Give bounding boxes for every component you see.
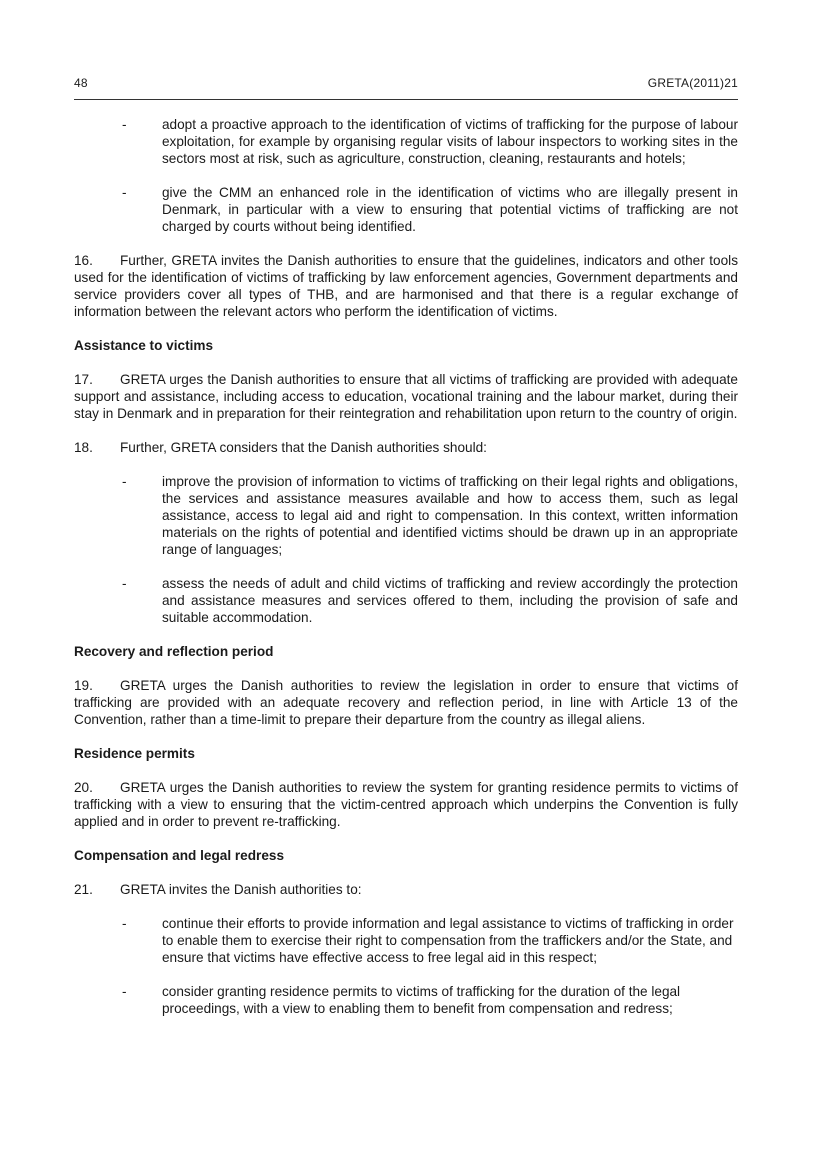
list-item-text: improve the provision of information to victims of trafficking on their legal rights and obligations, the services and assistance measures available and how to access them, such as legal assistance, access to legal aid and right to compensation. In this context, written information materials on the rights of potential and identified victims should be drawn up in an appropriate range of languages;: [162, 474, 738, 557]
section-heading-residence: Residence permits: [74, 746, 195, 761]
section-heading-recovery: Recovery and reflection period: [74, 644, 274, 659]
section-heading-assistance: Assistance to victims: [74, 338, 214, 353]
bullet-dash: -: [122, 576, 127, 591]
paragraph-number: 16.: [74, 253, 93, 268]
paragraph-text: Further, GRETA considers that the Danish authorities should:: [120, 440, 487, 455]
paragraph-19: [74, 677, 738, 728]
list-item: [74, 983, 738, 1017]
paragraph-number: 20.: [74, 780, 93, 795]
bullet-dash: -: [122, 117, 127, 132]
bullet-dash: -: [122, 185, 127, 200]
list-item-text: adopt a proactive approach to the identification of victims of trafficking for the purpose of labour exploitation, for example by organising regular visits of labour inspectors to working sites in the sectors most at risk, such as agriculture, construction, cleaning, restaurants and hotels;: [162, 117, 738, 166]
list-item-text: consider granting residence permits to victims of trafficking for the duration of the legal proceedings, with a view to enabling them to benefit from compensation and redress;: [162, 984, 681, 1016]
list-item: [74, 184, 738, 235]
document-body: [74, 116, 738, 1034]
paragraph-text: Further, GRETA invites the Danish authorities to ensure that the guidelines, indicators and other tools used for the identification of victims of trafficking by law enforcement agencies, Government departments and service providers cover all types of THB, and are harmonised and that there is a regular exchange of information between the relevant actors who perform the identification of victims.: [74, 253, 738, 319]
list-item: [74, 473, 738, 558]
section-heading-compensation: Compensation and legal redress: [74, 848, 285, 863]
list-item: [74, 116, 738, 167]
paragraph-number: 21.: [74, 882, 93, 897]
document-code: GRETA(2011)21: [647, 76, 738, 90]
list-item: [74, 915, 738, 966]
page-header: [74, 75, 738, 95]
bullet-dash: -: [122, 984, 127, 999]
paragraph-16: [74, 252, 738, 320]
paragraph-text: GRETA invites the Danish authorities to:: [120, 882, 362, 897]
paragraph-21: [74, 881, 738, 898]
bullet-dash: -: [122, 474, 127, 489]
list-item-text: assess the needs of adult and child victims of trafficking and review accordingly the protection and assistance measures and services offered to them, including the provision of safe and suitable accommodation.: [162, 576, 738, 625]
paragraph-18: [74, 439, 738, 456]
list-item-text: continue their efforts to provide information and legal assistance to victims of trafficking in order to enable them to exercise their right to compensation from the traffickers and/or the State, and ensure that victims have effective access to free legal aid in this respect;: [162, 916, 734, 965]
list-item: [74, 575, 738, 626]
header-rule: [74, 99, 738, 100]
paragraph-number: 17.: [74, 372, 93, 387]
paragraph-text: GRETA urges the Danish authorities to review the system for granting residence permits to victims of trafficking with a view to ensuring that the victim-centred approach which underpins the Convention is fully applied and in order to prevent re-trafficking.: [74, 780, 738, 829]
paragraph-number: 19.: [74, 678, 93, 693]
list-item-text: give the CMM an enhanced role in the identification of victims who are illegally present in Denmark, in particular with a view to ensuring that potential victims of trafficking are not charged by courts without being identified.: [162, 185, 738, 234]
paragraph-20: [74, 779, 738, 830]
paragraph-number: 18.: [74, 440, 93, 455]
bullet-dash: -: [122, 916, 127, 931]
paragraph-text: GRETA urges the Danish authorities to ensure that all victims of trafficking are provided with adequate support and assistance, including access to education, vocational training and the labour market, during their stay in Denmark and in preparation for their reintegration and rehabilitation upon return to the country of origin.: [74, 372, 738, 421]
paragraph-text: GRETA urges the Danish authorities to review the legislation in order to ensure that victims of trafficking are provided with an adequate recovery and reflection period, in line with Article 13 of the Convention, rather than a time-limit to prepare their departure from the country as illegal aliens.: [74, 678, 738, 727]
paragraph-17: [74, 371, 738, 422]
page-number: 48: [74, 76, 88, 90]
